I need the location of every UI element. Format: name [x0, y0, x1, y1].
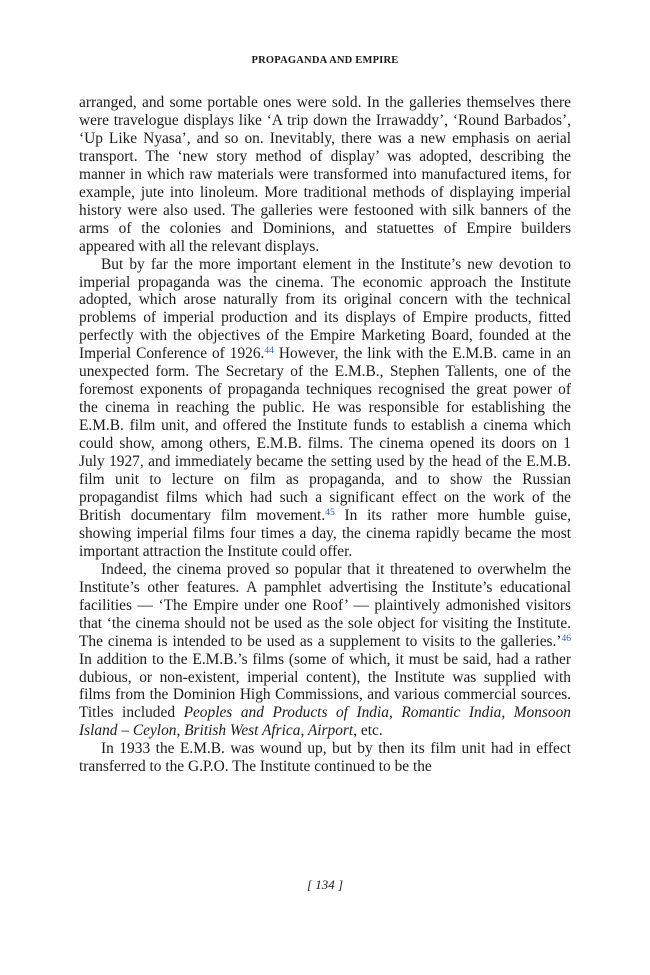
text-run: arranged, and some portable ones were sold. In the galleries themselves there were travelogue displays like ‘A trip down the Irrawaddy’, ‘Round Barbados’, ‘Up Like Nyasa’, and so on. Inevitably, there was a new emphasis on aerial transport. The ‘new story method of display’ was adopted, describing the manner in which raw materials were transformed into manufactured items, for example, jute into linoleum. More traditional methods of displaying imperial history were also used. The galleries were festooned with silk banners of the arms of the colonies and Dominions, and statuettes of Empire builders appeared with all the relevant displays. [79, 94, 571, 255]
text-run: Indeed, the cinema proved so popular that it threatened to overwhelm the Institute’s other features. A pamphlet advertising the Institute’s educational facilities — ‘The Empire under one Roof’ — plaintively admonished visitors that ‘the cinema should not be used as the sole object for visiting the Institute. The cinema is intended to be used as a supplement to visits to the galleries.’ [79, 560, 571, 650]
footnote-ref[interactable]: 46 [561, 633, 571, 644]
paragraph [79, 561, 571, 741]
body-text [79, 94, 571, 776]
text-run: In its rather more humble guise, showing imperial films four times a day, the cinema rapidly became the most important attraction the Institute could offer. [79, 506, 571, 560]
paragraph [79, 740, 571, 776]
italic-titles: Peoples and Products of India, Romantic India, Monsoon Island – Ceylon, British West Africa, Airport [79, 704, 572, 740]
footnote-ref[interactable]: 45 [325, 507, 335, 518]
paragraph [79, 256, 571, 561]
paragraph [79, 94, 571, 256]
running-head: PROPAGANDA AND EMPIRE [251, 55, 399, 66]
page-number: [ 134 ] [306, 877, 344, 892]
text-run: In addition to the E.M.B.’s films (some of which, it must be said, had a rather dubious, or non-existent, imperial content), the Institute was supplied with films from the Dominion High Commissions, and various commercial sources. Titles included [79, 650, 571, 722]
text-run: , etc. [353, 722, 383, 740]
text-run: In 1933 the E.M.B. was wound up, but by then its film unit had in effect transferred to the G.P.O. The Institute continued to be the [79, 740, 571, 776]
text-run: However, the link with the E.M.B. came in an unexpected form. The Secretary of the E.M.B., Stephen Tallents, one of the foremost exponents of propaganda techniques recognised the great power of the cinema in reaching the public. He was responsible for establishing the E.M.B. film unit, and offered the Institute funds to establish a cinema which could show, among others, E.M.B. films. The cinema opened its doors on 1 July 1927, and immediately became the setting used by the head of the E.M.B. film unit to lecture on film as propaganda, and to show the Russian propagandist films which had such a significant effect on the work of the British documentary film movement. [79, 345, 571, 524]
text-run: But by far the more important element in the Institute’s new devotion to imperial propaganda was the cinema. The economic approach the Institute adopted, which arose naturally from its original concern with the technical problems of imperial production and its displays of Empire products, fitted perfectly with the objectives of the Empire Marketing Board, founded at the Imperial Conference of 1926. [79, 255, 571, 363]
footnote-ref[interactable]: 44 [264, 346, 274, 357]
